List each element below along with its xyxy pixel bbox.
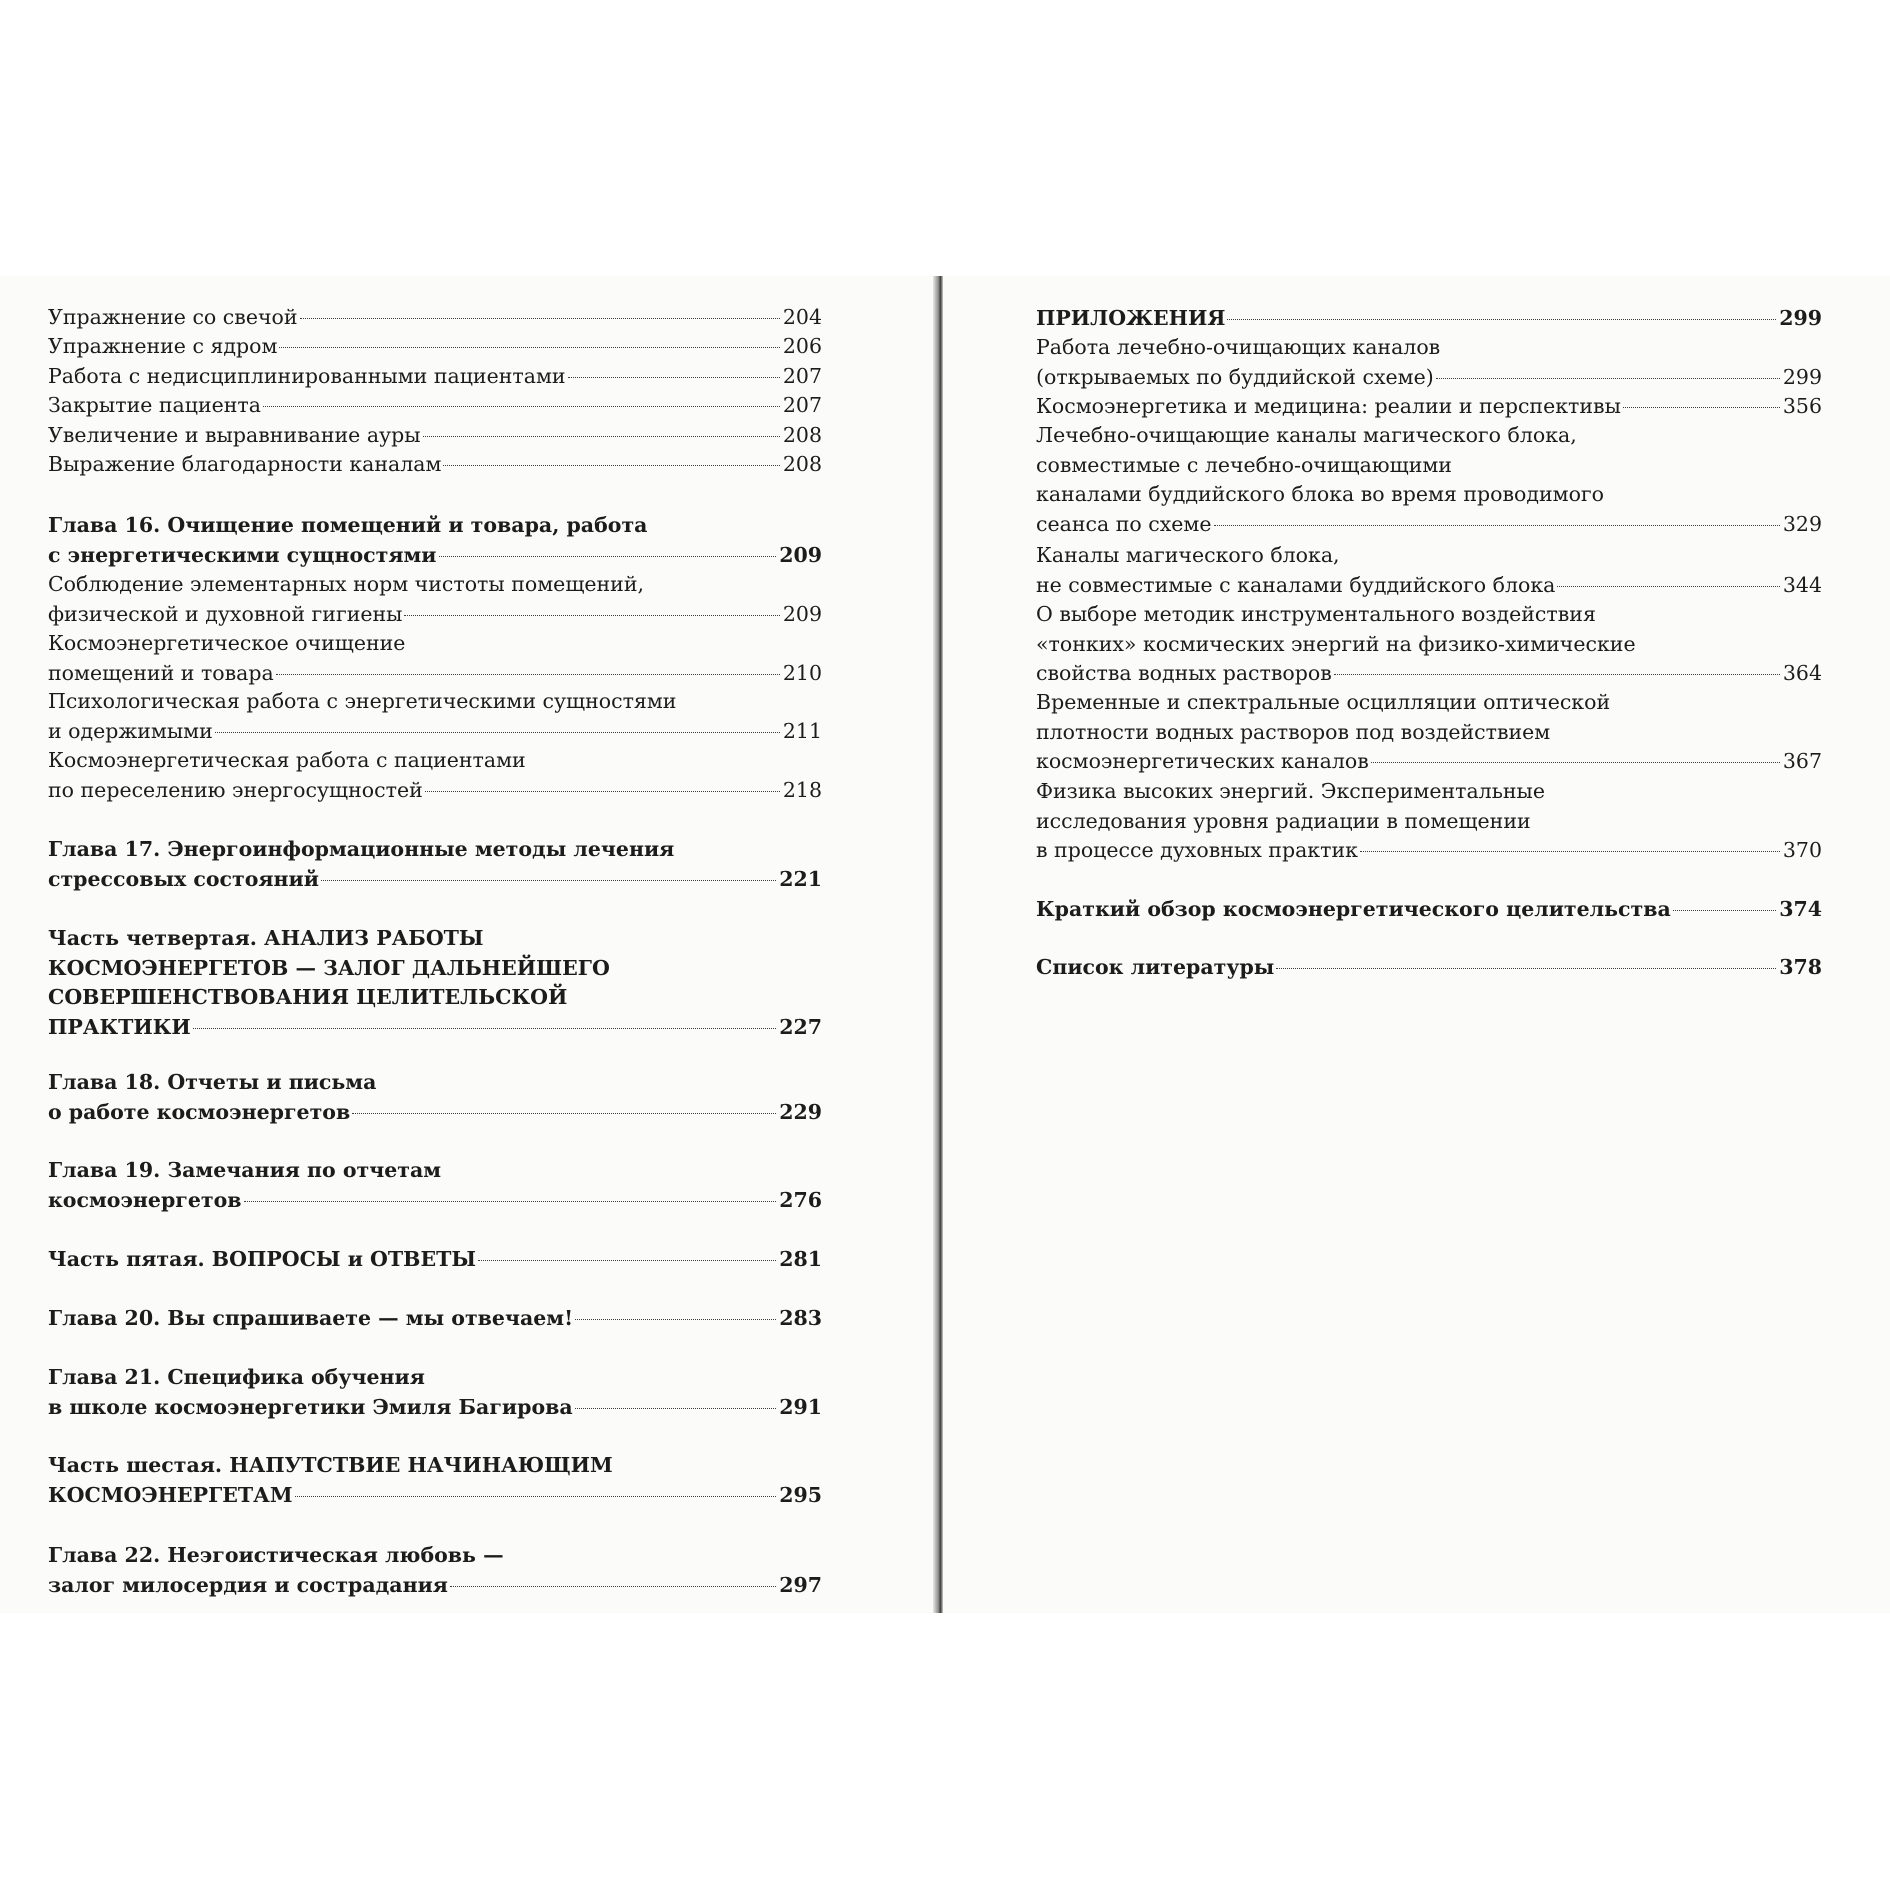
toc-entry[interactable] bbox=[48, 450, 822, 480]
dot-leader bbox=[439, 556, 777, 557]
toc-entry[interactable] bbox=[1036, 688, 1822, 777]
toc-entry-title-row bbox=[1036, 510, 1822, 540]
toc-entry[interactable] bbox=[48, 303, 822, 333]
toc-entry-line: Психологическая работа с энергетическими сущностями bbox=[48, 689, 677, 713]
page-number: 370 bbox=[1782, 838, 1822, 862]
toc-entry[interactable] bbox=[1036, 333, 1822, 392]
dot-leader bbox=[1557, 586, 1779, 587]
toc-entry-line: Глава 18. Отчеты и письма bbox=[48, 1070, 377, 1094]
toc-entry-line: Глава 16. Очищение помещений и товара, работа bbox=[48, 513, 648, 537]
toc-entry-line: исследования уровня радиации в помещении bbox=[1036, 808, 1531, 833]
toc-entry-title: Увеличение и выравнивание ауры bbox=[48, 423, 421, 447]
dot-leader bbox=[215, 732, 780, 733]
toc-entry[interactable] bbox=[48, 1541, 822, 1600]
toc-entry[interactable] bbox=[1036, 541, 1822, 600]
toc-entry-title-row bbox=[48, 1013, 822, 1043]
page-number: 208 bbox=[782, 423, 822, 447]
page-number: 209 bbox=[779, 542, 822, 567]
dot-leader bbox=[1276, 968, 1776, 969]
toc-entry-line: КОСМОЭНЕРГЕТОВ — ЗАЛОГ ДАЛЬНЕЙШЕГО bbox=[48, 955, 610, 980]
toc-entry-line: Глава 17. Энергоинформационные методы лечения bbox=[48, 837, 675, 861]
dot-leader bbox=[193, 1028, 776, 1029]
toc-entry[interactable] bbox=[1036, 600, 1822, 689]
dot-leader bbox=[1360, 851, 1780, 852]
toc-entry[interactable] bbox=[1036, 392, 1822, 422]
toc-entry-title: сеанса по схеме bbox=[1036, 511, 1212, 536]
toc-entry-line: Соблюдение элементарных норм чистоты помещений, bbox=[48, 572, 645, 596]
dot-leader bbox=[478, 1260, 776, 1261]
toc-entry-title-row bbox=[48, 1186, 822, 1216]
page-number: 356 bbox=[1782, 394, 1822, 418]
dot-leader bbox=[244, 1201, 777, 1202]
toc-entry-line: Временные и спектральные осцилляции оптической bbox=[1036, 690, 1611, 714]
toc-entry-title: Глава 20. Вы спрашиваете — мы отвечаем! bbox=[48, 1306, 574, 1330]
toc-entry-title: в процессе духовных практик bbox=[1036, 838, 1358, 862]
toc-entry[interactable] bbox=[48, 1068, 822, 1127]
page-number: 207 bbox=[782, 364, 822, 388]
toc-entry-title: в школе космоэнергетики Эмиля Багирова bbox=[48, 1394, 573, 1419]
toc-entry-title: КОСМОЭНЕРГЕТАМ bbox=[48, 1482, 293, 1507]
toc-entry-line: «тонких» космических энергий на физико-химические bbox=[1036, 631, 1636, 656]
page-number: 295 bbox=[779, 1482, 822, 1507]
toc-entry[interactable] bbox=[48, 511, 822, 570]
page-number: 299 bbox=[1782, 364, 1822, 389]
toc-entry[interactable] bbox=[1036, 777, 1822, 866]
toc-entry[interactable] bbox=[48, 421, 822, 451]
toc-entry-title-row bbox=[48, 391, 822, 421]
toc-entry-title-row bbox=[48, 541, 822, 571]
toc-entry-title-row bbox=[48, 1571, 822, 1601]
toc-entry-title-row bbox=[48, 332, 822, 362]
toc-entry-title-row bbox=[1036, 747, 1822, 777]
toc-entry-line: плотности водных растворов под воздействием bbox=[1036, 719, 1551, 744]
toc-entry-line: Часть четвертая. АНАЛИЗ РАБОТЫ bbox=[48, 926, 484, 950]
toc-entry[interactable] bbox=[48, 924, 822, 1042]
page-number: 210 bbox=[782, 660, 822, 685]
dot-leader bbox=[295, 1496, 777, 1497]
toc-entry-line: Глава 22. Неэгоистическая любовь — bbox=[48, 1543, 504, 1567]
dot-leader bbox=[450, 1586, 776, 1587]
toc-entry-title: (открываемых по буддийской схеме) bbox=[1036, 364, 1434, 389]
toc-entry-title: не совместимые с каналами буддийского блока bbox=[1036, 572, 1556, 597]
toc-entry-title: залог милосердия и сострадания bbox=[48, 1572, 448, 1597]
toc-entry[interactable] bbox=[48, 1156, 822, 1215]
toc-entry-title: Список литературы bbox=[1036, 955, 1275, 979]
toc-entry-title-row bbox=[1036, 895, 1822, 925]
toc-entry-line: О выборе методик инструментального воздействия bbox=[1036, 602, 1596, 626]
toc-entry[interactable] bbox=[48, 835, 822, 894]
page-number: 374 bbox=[1779, 897, 1822, 921]
toc-entry-title-row bbox=[1036, 363, 1822, 393]
toc-entry[interactable] bbox=[48, 1304, 822, 1334]
toc-entry-title: свойства водных растворов bbox=[1036, 661, 1332, 685]
toc-entry-title: космоэнергетических каналов bbox=[1036, 749, 1369, 773]
toc-entry-title: физической и духовной гигиены bbox=[48, 601, 403, 626]
dot-leader bbox=[300, 318, 780, 319]
toc-entry[interactable] bbox=[48, 391, 822, 421]
toc-entry[interactable] bbox=[48, 332, 822, 362]
dot-leader bbox=[276, 674, 780, 675]
page-number: 229 bbox=[779, 1099, 822, 1124]
dot-leader bbox=[279, 347, 779, 348]
toc-entry-title: космоэнергетов bbox=[48, 1187, 242, 1212]
dot-leader bbox=[352, 1113, 776, 1114]
toc-entry-line: Каналы магического блока, bbox=[1036, 543, 1340, 567]
toc-entry[interactable] bbox=[48, 746, 822, 805]
toc-entry-line: СОВЕРШЕНСТВОВАНИЯ ЦЕЛИТЕЛЬСКОЙ bbox=[48, 985, 568, 1009]
dot-leader bbox=[1334, 674, 1780, 675]
toc-entry[interactable] bbox=[48, 1363, 822, 1422]
page-number: 281 bbox=[779, 1247, 822, 1271]
toc-entry[interactable] bbox=[48, 629, 822, 688]
dot-leader bbox=[1227, 319, 1776, 320]
page-number: 209 bbox=[782, 601, 822, 626]
toc-entry-title-row bbox=[48, 600, 822, 630]
toc-entry-line: Космоэнергетическая работа с пациентами bbox=[48, 748, 526, 772]
toc-entry-title: о работе космоэнергетов bbox=[48, 1099, 351, 1124]
page-number: 221 bbox=[779, 866, 822, 891]
toc-entry-title-row bbox=[48, 1393, 822, 1423]
toc-entry-title: помещений и товара bbox=[48, 660, 274, 685]
toc-entry-title-row bbox=[1036, 953, 1822, 983]
toc-entry-title-row bbox=[48, 659, 822, 689]
toc-entry[interactable] bbox=[48, 1451, 822, 1510]
dot-leader bbox=[443, 465, 779, 466]
dot-leader bbox=[1214, 525, 1780, 526]
book-gutter bbox=[933, 276, 943, 1613]
dot-leader bbox=[404, 615, 779, 616]
toc-entry[interactable] bbox=[1036, 304, 1822, 334]
page-number: 207 bbox=[782, 393, 822, 417]
toc-entry-title-row bbox=[48, 450, 822, 480]
toc-entry-title: Упражнение со свечой bbox=[48, 305, 298, 329]
page-number: 291 bbox=[779, 1394, 822, 1419]
toc-entry-title-row bbox=[48, 776, 822, 806]
toc-entry-title: ПРАКТИКИ bbox=[48, 1014, 191, 1039]
toc-entry-title-row bbox=[1036, 571, 1822, 601]
page-number: 367 bbox=[1782, 749, 1822, 773]
toc-entry-title-row bbox=[48, 1481, 822, 1511]
page-number: 299 bbox=[1779, 306, 1822, 330]
toc-entry-title-row bbox=[48, 1098, 822, 1128]
page-number: 276 bbox=[779, 1187, 822, 1212]
toc-entry-title: Краткий обзор космоэнергетического целительства bbox=[1036, 897, 1671, 921]
toc-entry-title-row bbox=[48, 1304, 822, 1334]
page-number: 206 bbox=[782, 334, 822, 358]
toc-entry-title-row bbox=[1036, 659, 1822, 689]
page-number: 364 bbox=[1782, 661, 1822, 685]
toc-entry-title: Упражнение с ядром bbox=[48, 334, 278, 358]
toc-entry-title-row bbox=[1036, 304, 1822, 334]
toc-entry-line: каналами буддийского блока во время проводимого bbox=[1036, 482, 1605, 506]
toc-entry-title: по переселению энергосущностей bbox=[48, 777, 423, 802]
page-number: 283 bbox=[779, 1306, 822, 1330]
toc-entry[interactable] bbox=[48, 570, 822, 629]
toc-entry-title-row bbox=[1036, 836, 1822, 866]
toc-entry-title: Работа с недисциплинированными пациентами bbox=[48, 364, 566, 388]
toc-entry-title: и одержимыми bbox=[48, 718, 213, 743]
toc-entry-line: Лечебно-очищающие каналы магического блока, bbox=[1036, 423, 1577, 447]
toc-entry[interactable] bbox=[1036, 421, 1822, 539]
toc-entry-title-row bbox=[1036, 392, 1822, 422]
dot-leader bbox=[568, 377, 780, 378]
toc-entry-title: с энергетическими сущностями bbox=[48, 542, 437, 567]
book-spread bbox=[0, 276, 1890, 1613]
toc-entry-title-row bbox=[48, 1245, 822, 1275]
page-number: 329 bbox=[1782, 511, 1822, 536]
page-number: 211 bbox=[782, 718, 822, 743]
toc-entry-title-row bbox=[48, 865, 822, 895]
toc-entry-line: Работа лечебно-очищающих каналов bbox=[1036, 335, 1441, 359]
dot-leader bbox=[1673, 910, 1776, 911]
toc-entry-title: Выражение благодарности каналам bbox=[48, 452, 442, 476]
dot-leader bbox=[423, 436, 780, 437]
page-number: 208 bbox=[782, 452, 822, 476]
toc-entry-title-row bbox=[48, 362, 822, 392]
page-number: 227 bbox=[779, 1014, 822, 1039]
page-number: 297 bbox=[779, 1572, 822, 1597]
toc-entry-title-row bbox=[48, 421, 822, 451]
toc-entry-title: Закрытие пациента bbox=[48, 393, 261, 417]
dot-leader bbox=[575, 1319, 776, 1320]
toc-entry-title: ПРИЛОЖЕНИЯ bbox=[1036, 306, 1226, 330]
dot-leader bbox=[575, 1408, 777, 1409]
toc-entry-title-row bbox=[48, 717, 822, 747]
toc-entry[interactable] bbox=[48, 362, 822, 392]
toc-entry-title-row bbox=[48, 303, 822, 333]
toc-entry-line: Физика высоких энергий. Экспериментальные bbox=[1036, 779, 1545, 803]
toc-entry[interactable] bbox=[1036, 895, 1822, 925]
dot-leader bbox=[1436, 378, 1780, 379]
page-number: 218 bbox=[782, 777, 822, 802]
page-number: 344 bbox=[1782, 572, 1822, 597]
dot-leader bbox=[1371, 762, 1780, 763]
toc-entry-title: Космоэнергетика и медицина: реалии и перспективы bbox=[1036, 394, 1621, 418]
toc-entry[interactable] bbox=[1036, 953, 1822, 983]
toc-entry[interactable] bbox=[48, 1245, 822, 1275]
page-number: 378 bbox=[1779, 955, 1822, 979]
toc-entry-line: Часть шестая. НАПУТСТВИЕ НАЧИНАЮЩИМ bbox=[48, 1453, 613, 1477]
toc-entry-line: совместимые с лечебно-очищающими bbox=[1036, 452, 1452, 477]
dot-leader bbox=[425, 791, 780, 792]
toc-entry-line: Глава 21. Специфика обучения bbox=[48, 1365, 425, 1389]
dot-leader bbox=[263, 406, 780, 407]
toc-entry[interactable] bbox=[48, 687, 822, 746]
toc-entry-line: Глава 19. Замечания по отчетам bbox=[48, 1158, 442, 1182]
toc-entry-title: Часть пятая. ВОПРОСЫ и ОТВЕТЫ bbox=[48, 1247, 476, 1271]
toc-entry-line: Космоэнергетическое очищение bbox=[48, 631, 406, 655]
dot-leader bbox=[1623, 407, 1780, 408]
toc-entry-title: стрессовых состояний bbox=[48, 866, 319, 891]
page-number: 204 bbox=[782, 305, 822, 329]
dot-leader bbox=[321, 880, 776, 881]
